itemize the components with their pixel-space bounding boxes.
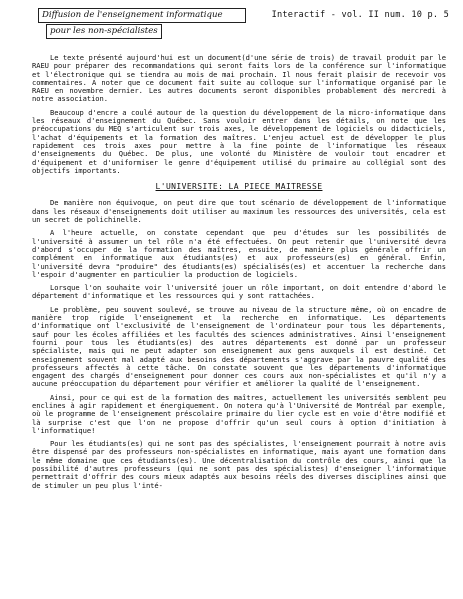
article-body <box>32 54 446 495</box>
body-paragraph: Beaucoup d'encre a coulé autour de la question du développement de la micro-informatique dans les réseaux d'enseignement du Québec. Sans vouloir entrer dans les détails, on note que les préoccupations du MEQ s'articulent sur trois axes, le développement de logiciels ou didacticiels, l'achat d'équipements et la formation des maîtres. L'enjeu actuel est de développer le plus rapidement ces trois axes pour mettre à la fine pointe de l'informatique les réseaux d'enseignements du Québec. De plus, une volonté du Ministère de vouloir tout encadrer et d'équipement et d'uniformiser le genre d'équipement utilisé du primaire au collégial sont des objectifs importants. <box>32 107 446 175</box>
body-paragraph: A l'heure actuelle, on constate cependant que peu d'études sur les possibilités de l'université à assumer un tel rôle n'a été effectuées. On peut retenir que l'université devra d'abord s'occuper de la formation des maîtres, ensuite, de manière plus générale offrir un complément en informatique aux étudiants(es) et aux professeurs(es) en général. Enfin, l'université devra "produire" des étudiants(es) spécialisés(es) et accentuer la recherche dans l'espoir d'augmenter en particulier la production de logiciels. <box>32 228 446 279</box>
body-paragraph: Pour les étudiants(es) qui ne sont pas des spécialistes, l'enseignement pourrait à notre avis être dispensé par des professeurs non-spécialistes en informatique, mais ayant une formation dans le même domaine que ces étudiants(es). Une décentralisation du contrôle des cours, ainsi que la possibilité d'autres professeurs (qui ne sont pas des spécialistes) d'enseigner l'informatique permettrait d'offrir des cours mieux adaptés aux besoins réels des diverses disciplines ainsi que de stimuler un peu plus l'inté- <box>32 439 446 490</box>
rubric-title: Diffusion de l'enseignement informatique <box>42 10 223 20</box>
rubric-title-box <box>38 8 246 23</box>
intro-paragraph: Le texte présenté aujourd'hui est un document(d'une série de trois) de travail produit par le RAEU pour préparer des recommandations qui seront faits lors de la conférence sur l'informatique et l'électronique qui se tiendra au mois de mai prochain. Il nous ferait plaisir de recevoir vos commentaires. A noter que ce document fait suite au colloque sur l'informatique organisé par le RAEU en novembre dernier. Les autres documents seront disponibles probablement dès mercredi à notre association. <box>32 53 446 104</box>
body-paragraph: Ainsi, pour ce qui est de la formation des maîtres, actuellement les universités semblent peu enclines à agir rapidement et énergiquement. On notera qu'à l'Université de Montréal par exemple, où le programme de l'enseignement préscolaire primaire du lier cycle est en voie d'être modifié et là surprise c'est que l'on ne propose d'offrir qu'un seul cours à option d'initiation à l'informatique! <box>32 392 446 435</box>
section-heading: L'UNIVERSITE: LA PIECE MAITRESSE <box>155 182 323 192</box>
rubric-subtitle-box <box>46 24 162 39</box>
rubric-subtitle: pour les non-spécialistes <box>50 26 158 36</box>
body-paragraph: Le problème, peu souvent soulevé, se trouve au niveau de la structure même, où on encadre de manière trop rigide l'enseignement et la recherche en informatique. Les départements d'informatique ont l'exclusivité de l'enseignement de l'ordinateur pour tous les départements, sauf pour les écoles affiliées et les facultés des sciences administratives. Ainsi l'enseignement fourni pour tous les étudiants(es) des autres départements est donné par un professeur spécialiste, mais qui ne peut adapter son enseignement aux gens auxquels il est destiné. Cet enseignement souvent mal adapté aux besoins des départements s'aggrave par la pauvre qualité des professeurs affectés à cette tâche. On constate souvent que les départements d'informatique engagent des chargés d'enseignement pour donner ces cours aux non-spécialistes et qu'il n'y a aucune préoccupation du département pour vérifier et améliorer la qualité de l'enseignement. <box>32 304 446 389</box>
running-head: Interactif - vol. II num. 10 p. 5 <box>271 10 449 20</box>
body-paragraph: Lorsque l'on souhaite voir l'université jouer un rôle important, on doit entendre d'abord le département d'informatique et les ressources qui y sont rattachées. <box>32 283 446 301</box>
column-rubric <box>38 8 246 40</box>
body-paragraph: De manière non équivoque, on peut dire que tout scénario de développement de l'informatique dans les réseaux d'enseignements doit utiliser au maximum les ressources des universités, cela est un secret de polichinelle. <box>32 198 446 225</box>
